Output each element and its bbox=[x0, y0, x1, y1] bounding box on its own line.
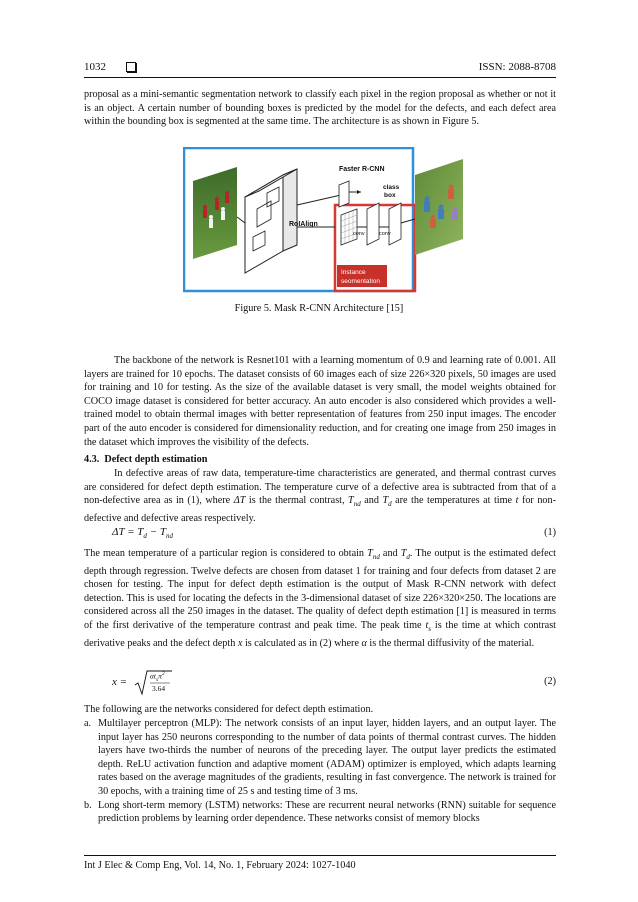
mask-rcnn-figure bbox=[183, 147, 467, 293]
running-header bbox=[84, 58, 556, 76]
section-title: Defect depth estimation bbox=[104, 454, 208, 465]
square-bullet-icon bbox=[126, 62, 136, 72]
class-label: class bbox=[383, 184, 400, 191]
mean-paragraph: The mean temperature of a particular region is considered to obtain $T_{nd}$ and $T_d$. The output is the estimated defect depth through regression. Twelve defects are chosen from dataset 1 for training and four defects from dataset 2 are chosen for testing. The input for defect depth estimation is the output of Mask R-CNN network with defect detection. This is used for locating the defects in the 3-dimensional dataset of size 226×320×250. The locations are considered across all the 250 images in the dataset. The quality of defect depth estimation [1] is measured in terms of the first derivative of the temperature contrast and peak time. The peak time $t_s$ is the time at which contrast derivative peaks and the defect depth x is calculated as in (2) where α is the thermal diffusivity of the material. bbox=[84, 548, 556, 649]
section-paragraph: In defective areas of raw data, temperature-time characteristics are generated, and thermal contrast curves are considered for defect depth estimation. The temperature curve of a defective area is subtracted from that of a non-defective area as in (1), where ΔT is the thermal contrast, $T_{nd}$ and $T_d$ are the temperatures at time t for non-defective and defective areas respectively. bbox=[84, 468, 556, 524]
page-number: 1032 bbox=[84, 61, 106, 73]
box-label: box bbox=[384, 192, 396, 199]
footer-rule bbox=[84, 855, 556, 856]
network-list bbox=[84, 717, 556, 826]
input-image bbox=[193, 167, 237, 259]
conv-label-1: conv bbox=[353, 231, 365, 237]
intro-paragraph: proposal as a mini-semantic segmentation network to classify each pixel in the region proposal as whether or not it is an object. A certain number of bounding boxes is predicted by the model for the defects, and each defect area within the bounding box is segmented at the same time. The architecture is as shown in Figure 5. bbox=[84, 89, 556, 128]
roialign-label: RoIAlign bbox=[289, 221, 318, 228]
list-item: b. Long short-term memory (LSTM) networks: These are recurrent neural networks (RNN) suitable for sequence prediction problems by learning order dependence. These networks consist of memory blocks bbox=[84, 799, 556, 825]
equation-1: $\Delta T = T_d - T_{nd}$ bbox=[112, 526, 173, 541]
grid-block bbox=[341, 209, 357, 245]
networks-intro: The following are the networks considered for defect depth estimation. bbox=[84, 704, 374, 715]
equation-2-number: (2) bbox=[544, 676, 556, 687]
faster-rcnn-label: Faster R-CNN bbox=[339, 166, 385, 173]
section-heading bbox=[84, 454, 207, 465]
section-number: 4.3. bbox=[84, 454, 100, 465]
issn-label: ISSN: 2088-8708 bbox=[478, 61, 556, 73]
equation-1-number: (1) bbox=[544, 527, 556, 538]
instance-label: Instance bbox=[341, 269, 366, 276]
paper-page: 1032 ISSN: 2088-8708 proposal as a mini-semantic segmentation network to classify each pixel in the region proposal as whether or not it is an object. A certain number of bounding boxes is predicted by the model for the defects, and each defect area within the bounding box is segmented at the same time. The architecture is as shown in Figure 5. RoIAlign Faster R-CNN class box conv conv Instance seomentation Figure 5. Mask R-CNN Architecture [15] The backbone of the network is Resnet101 with a learning momentum of 0.9 and learning rate of 0.001. All layers are trained for 10 epochs. The dataset consists of 60 images each of size 226×320 pixels, 50 images are used for training and 10 for testing. As the size of the available dataset is very small, the model weights obtained for COCO image dataset is considered for better accuracy. An auto encoder is also considered which provides a well-trained model to obtain thermal images with better representation of features from 250 input images. The encoder part of the auto encoder is considered for dimensionality reduction, and for creating one image from 250 images in the dataset which improves the visibility of the defects. 4.3. Defect depth estimation In defective areas of raw data, temperature-time characteristics are generated, and thermal contrast curves are considered for defect depth estimation. The temperature curve of a defective area is subtracted from that of a non-defective area as in (1), where ΔT is the thermal contrast, $T_{nd}$ and $T_d$ are the temperatures at time t for non-defective and defective areas respectively. $\Delta T = T_d - T_{nd}$ (1) The mean temperature of a particular region is considered to obtain $T_{nd}$ and $T_d$. The output is the estimated defect depth through regression. Twelve defects are chosen from dataset 1 for training and four defects from dataset 2 are chosen for testing. The input for defect depth estimation is the output of Mask R-CNN network with defect detection. This is used for locating the defects in the 3-dimensional dataset of size 226×320×250. The locations are considered across all the 250 images in the dataset. The quality of defect depth estimation [1] is measured in terms of the first derivative of the temperature contrast and peak time. The peak time $t_s$ is the time at which contrast derivative peaks and the defect depth x is calculated as in (2) where α is the thermal diffusivity of the material. x = $\alpha t_s\pi^2$ 3.64 (2) The following are the networks considered for defect depth estimation. a. Multilayer perceptron (MLP): The network consists of an input layer, hidden layers, and an output layer. The input layer has 250 neurons corresponding to the number of data points of thermal contrast curves. The hidden layers have two-thirds the number of neurons of the preceding layer. The output layer predicts the estimated depth. ReLU activation function and adaptive moment (ADAM) optimizer is employed, which adapts learning rates based on the average magnitudes of the gradients, resulting in fast convergence. The network is trained for 30 epochs, with a training time of 25 s and testing time of 3 ms. b. Long short-term memory (LSTM) networks: These are recurrent neural networks (RNN) suitable for sequence prediction problems by learning order dependence. These networks consist of memory blocks Int J Elec & Comp Eng, Vol. 14, No. 1, February 2024: 1027-1040 bbox=[0, 0, 638, 902]
backbone-paragraph: The backbone of the network is Resnet101 with a learning momentum of 0.9 and learning rate of 0.001. All layers are trained for 10 epochs. The dataset consists of 60 images each of size 226×320 pixels, 50 images are used for training and 10 for testing. As the size of the available dataset is very small, the model weights obtained for COCO image dataset is considered for better accuracy. An auto encoder is also considered which provides a well-trained model to obtain thermal images with better representation of features from 250 input images. The encoder part of the auto encoder is considered for dimensionality reduction, and for creating one image from 250 images in the dataset which improves the visibility of the defects. bbox=[84, 355, 556, 448]
figure-caption: Figure 5. Mask R-CNN Architecture [15] bbox=[234, 303, 404, 314]
conv-label-2: conv bbox=[379, 231, 391, 237]
segmentation-label: seomentation bbox=[341, 278, 381, 285]
header-rule bbox=[84, 77, 556, 78]
footer-citation: Int J Elec & Comp Eng, Vol. 14, No. 1, February 2024: 1027-1040 bbox=[84, 860, 356, 871]
list-item: a. Multilayer perceptron (MLP): The network consists of an input layer, hidden layers, and an output layer. The input layer has 250 neurons corresponding to the number of data points of thermal contrast curves. The hidden layers have two-thirds the number of neurons of the preceding layer. The output layer predicts the estimated depth. ReLU activation function and adaptive moment (ADAM) optimizer is employed, which adapts learning rates based on the average magnitudes of the gradients, resulting in fast convergence. The network is trained for 30 epochs, with a training time of 25 s and testing time of 3 ms. bbox=[84, 718, 556, 797]
